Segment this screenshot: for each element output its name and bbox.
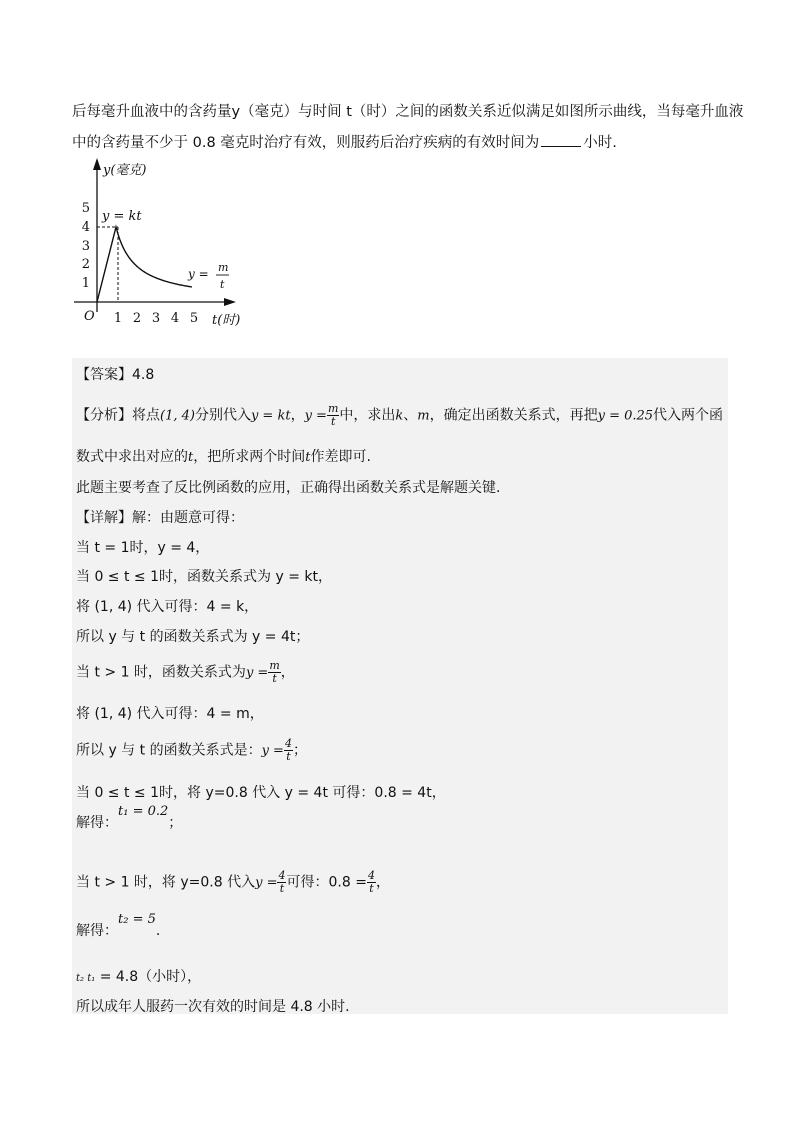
detail-line-7-num: 4 (284, 737, 292, 750)
analysis-eq-y025: y = 0.25 (597, 408, 654, 424)
detail-line-10-end: ， (375, 874, 390, 891)
y-tick-5: 5 (81, 201, 90, 216)
detail-line-7-den: t (286, 750, 291, 763)
analysis-line-1 (76, 403, 723, 428)
analysis-point: (1, 4) (160, 408, 195, 424)
analysis-text-4: ，确定出函数关系式，再把 (429, 407, 598, 424)
detail-line-10-den: t (279, 882, 285, 895)
answer-label: 【答案】4.8 (76, 367, 155, 383)
x-tick-2: 2 (132, 311, 142, 326)
detail-line-9-end: ； (168, 815, 183, 831)
detail-line-10-frac-2 (367, 870, 376, 895)
detail-line-7-end: ； (292, 742, 307, 759)
detail-line-9-eq: t₁ = 0.2 (118, 804, 169, 819)
origin-label: O (84, 309, 95, 324)
detail-line-11-end: . (155, 923, 161, 939)
detail-line-10-text: 当 t > 1 时，将 y=0.8 代入 (76, 874, 256, 891)
analysis-line-2-text-c: 作差即可. (310, 449, 371, 465)
analysis-text-1: 【分析】将点 (76, 407, 160, 424)
analysis-t-2: t (305, 450, 311, 465)
detail-line-10 (76, 870, 390, 895)
detail-line-7-frac (284, 738, 293, 763)
detail-line-9 (76, 804, 183, 832)
detail-line-5-den: t (272, 672, 277, 685)
detail-line-2: 当 0 ≤ t ≤ 1时，函数关系式为 y = kt， (76, 569, 332, 585)
analysis-frac-den: t (330, 415, 336, 428)
detail-line-11-eq: t₂ = 5 (118, 912, 156, 927)
x-tick-4: 4 (170, 311, 180, 326)
analysis-eq-inverse-lhs: y = (304, 408, 327, 424)
detail-line-3: 将 (1, 4) 代入可得：4 = k， (76, 599, 259, 615)
question-line-1: 后每毫升血液中的含药量y（毫克）与时间 t（时）之间的函数关系近似满足如图所示曲线，当每毫升血液 (72, 104, 744, 120)
detail-line-1: 当 t = 1时，y = 4， (76, 540, 210, 556)
analysis-line-2-text: 数式中求出对应的 (76, 449, 188, 465)
detail-line-12-vars: t₂ t₁ (76, 973, 96, 984)
detail-line-11-text: 解得： (76, 923, 118, 939)
y-axis-label: y(毫克) (103, 163, 147, 178)
analysis-line-3: 此题主要考查了反比例函数的应用，正确得出函数关系式是解题关键. (76, 480, 501, 496)
detail-line-7-text: 所以 y 与 t 的函数关系式是： (76, 742, 262, 759)
x-axis-label: t(时) (212, 313, 241, 328)
detail-line-5-lhs: y = (245, 665, 269, 681)
detail-line-10-num: 4 (278, 869, 286, 882)
y-tick-1: 1 (81, 276, 90, 291)
detail-line-7 (76, 738, 307, 763)
detail-line-10-text-b: 可得：0.8 = (286, 874, 367, 891)
detail-line-5-end: ， (280, 664, 295, 681)
analysis-text-5: 代入两个函 (653, 407, 724, 424)
analysis-line-2-text-b: ，把所求两个时间 (193, 449, 306, 465)
analysis-sep-2: 、 (403, 407, 418, 424)
x-tick-3: 3 (151, 311, 161, 326)
detail-line-9-text: 解得： (76, 815, 118, 831)
y-tick-2: 2 (81, 257, 90, 272)
y-axis-arrow (93, 158, 101, 170)
analysis-k: k (395, 408, 404, 424)
analysis-m: m (417, 408, 430, 424)
detail-line-10-lhs: y = (255, 875, 278, 891)
y-tick-4: 4 (81, 220, 90, 235)
answer-blank (541, 146, 581, 147)
analysis-eq-linear: y = kt (250, 408, 291, 424)
analysis-sep: ， (290, 407, 305, 424)
inverse-equation-lhs: y = (188, 267, 209, 281)
detail-head: 【详解】解：由题意可得： (76, 510, 244, 526)
x-tick-1: 1 (113, 311, 123, 326)
detail-line-7-lhs: y = (261, 743, 284, 759)
drug-concentration-curve (97, 227, 192, 302)
question-line-2-end: 小时. (583, 135, 617, 151)
inverse-equation-den: t (220, 278, 225, 291)
analysis-line-2 (76, 446, 371, 466)
detail-line-13: 所以成年人服药一次有效的时间是 4.8 小时. (76, 999, 350, 1015)
detail-line-11 (76, 912, 161, 940)
detail-line-10-num-2: 4 (367, 869, 375, 882)
question-line-2 (72, 131, 617, 152)
detail-line-5-num: m (269, 659, 280, 672)
detail-line-8: 当 0 ≤ t ≤ 1时，将 y=0.8 代入 y = 4t 可得：0.8 = 4t， (76, 785, 446, 801)
inverse-equation-num: m (218, 261, 229, 274)
function-graph (60, 150, 260, 335)
detail-line-10-den-2: t (369, 882, 374, 895)
detail-line-5-text: 当 t > 1 时，函数关系式为 (76, 664, 246, 681)
analysis-text-2: 分别代入 (194, 407, 251, 424)
detail-line-4: 所以 y 与 t 的函数关系式为 y = 4t； (76, 629, 310, 645)
analysis-t: t (188, 450, 194, 465)
x-tick-5: 5 (189, 311, 199, 326)
detail-line-5 (76, 660, 295, 685)
x-axis-arrow (224, 298, 236, 306)
y-tick-3: 3 (81, 239, 90, 254)
detail-line-12-text: = 4.8（小时）， (99, 969, 202, 985)
analysis-text-3: 中，求出 (339, 407, 396, 424)
detail-line-5-frac (268, 660, 280, 685)
linear-equation-label: y = kt (102, 209, 142, 224)
question-line-2-text: 中的含药量不少于 0.8 毫克时治疗有效，则服药后治疗疾病的有效时间为 (72, 135, 540, 151)
analysis-eq-inverse-frac (327, 403, 339, 428)
detail-line-6: 将 (1, 4) 代入可得：4 = m， (76, 706, 264, 722)
detail-line-12 (76, 966, 201, 986)
analysis-frac-num: m (327, 402, 339, 415)
